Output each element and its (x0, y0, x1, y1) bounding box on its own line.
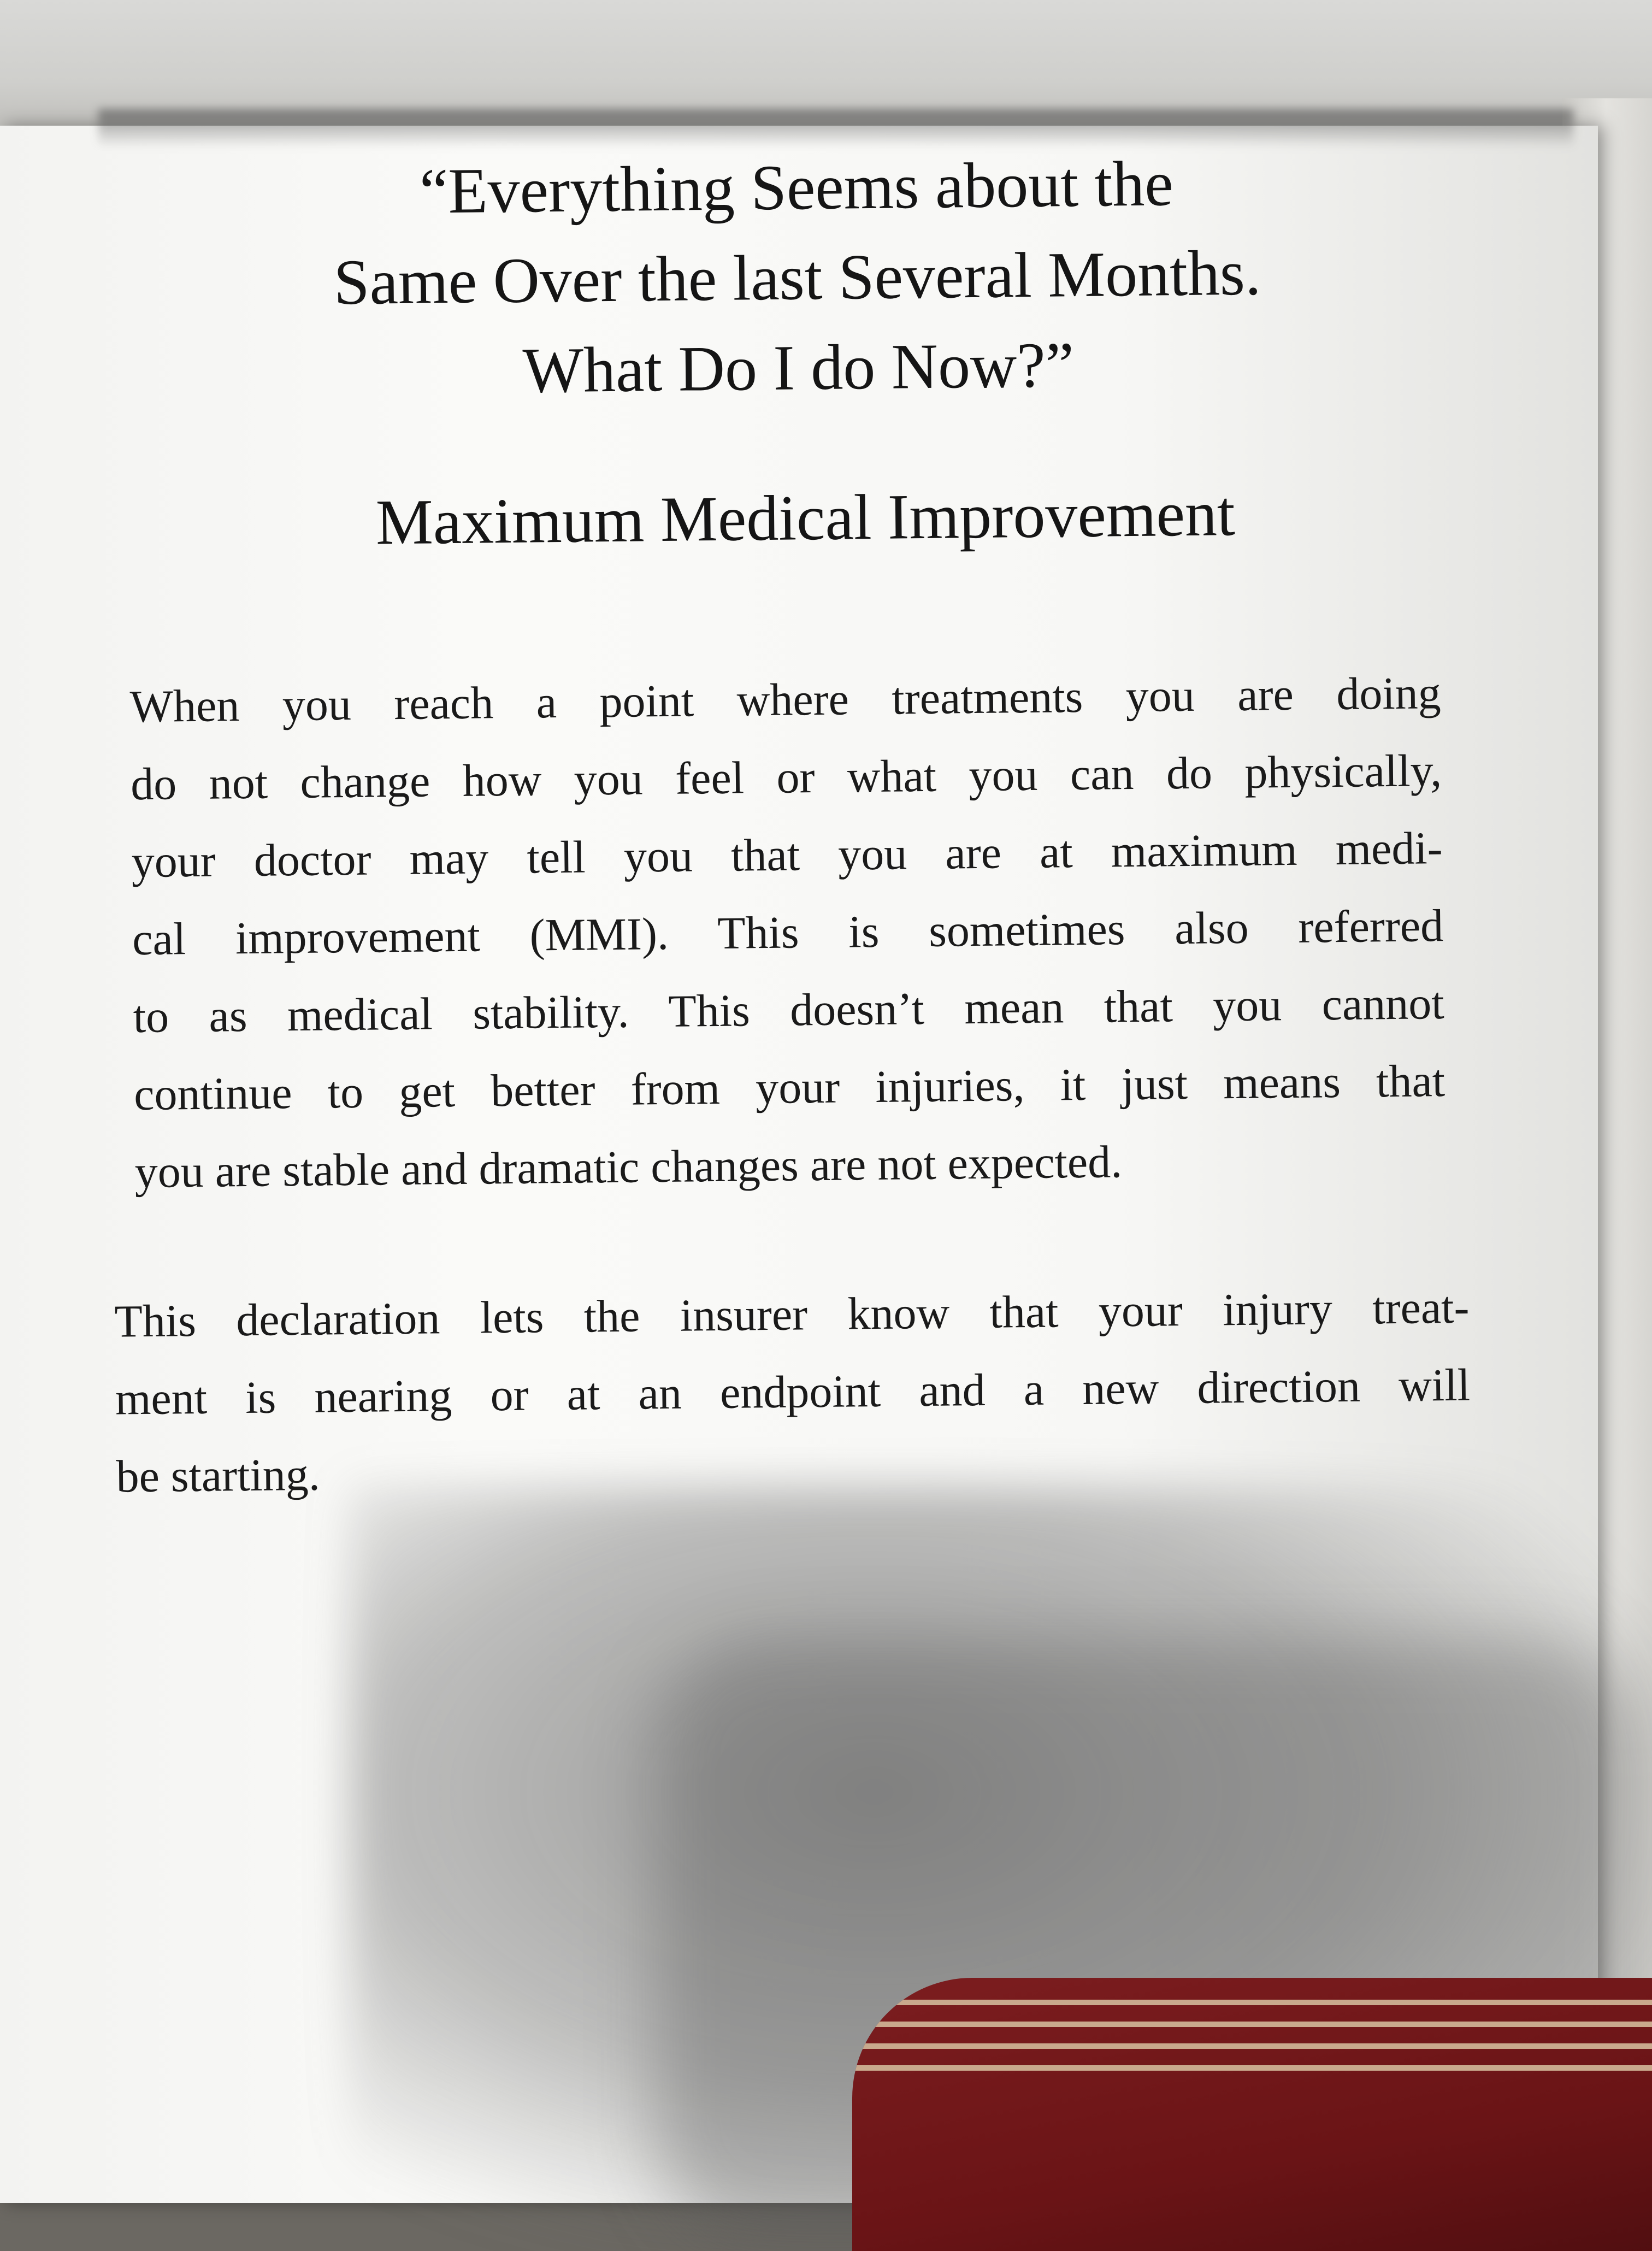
text-line: ment is nearing or at an endpoint and a new direction will (115, 1359, 1471, 1425)
text-line: your doctor may tell you that you are at maximum medi- (131, 823, 1443, 888)
text-line: cal improvement (MMI). This is sometimes also referred (132, 900, 1444, 965)
text-line: you are stable and dramatic changes are not expected. (134, 1136, 1123, 1198)
book-page-stripe (852, 2000, 1652, 2005)
book-page-stripe (852, 2065, 1652, 2071)
book-page-stripe (852, 2022, 1652, 2027)
chapter-title (222, 136, 1372, 419)
text-line: do not change how you feel or what you can do physically, (130, 745, 1442, 810)
paragraph-declaration (114, 1269, 1471, 1516)
red-book-corner (852, 1978, 1652, 2251)
text-line: This declaration lets the insurer know that your injury treat- (114, 1282, 1470, 1347)
text-line: continue to get better from your injuries, it just means that (133, 1056, 1446, 1121)
book-page-stripe (852, 2043, 1652, 2049)
paragraph-mmi-definition (129, 655, 1446, 1211)
chapter-title-line-2: Same Over the last Several Months. (333, 237, 1262, 319)
text-line: be starting. (116, 1449, 321, 1502)
chapter-title-line-1: “Everything Seems about the (419, 148, 1174, 227)
chapter-title-line-3: What Do I do Now?” (522, 329, 1075, 406)
section-heading: Maximum Medical Improvement (375, 478, 1236, 558)
text-line: When you reach a point where treatments you are doing (129, 668, 1442, 733)
text-line: to as medical stability. This doesn’t mean that you cannot (133, 978, 1445, 1043)
